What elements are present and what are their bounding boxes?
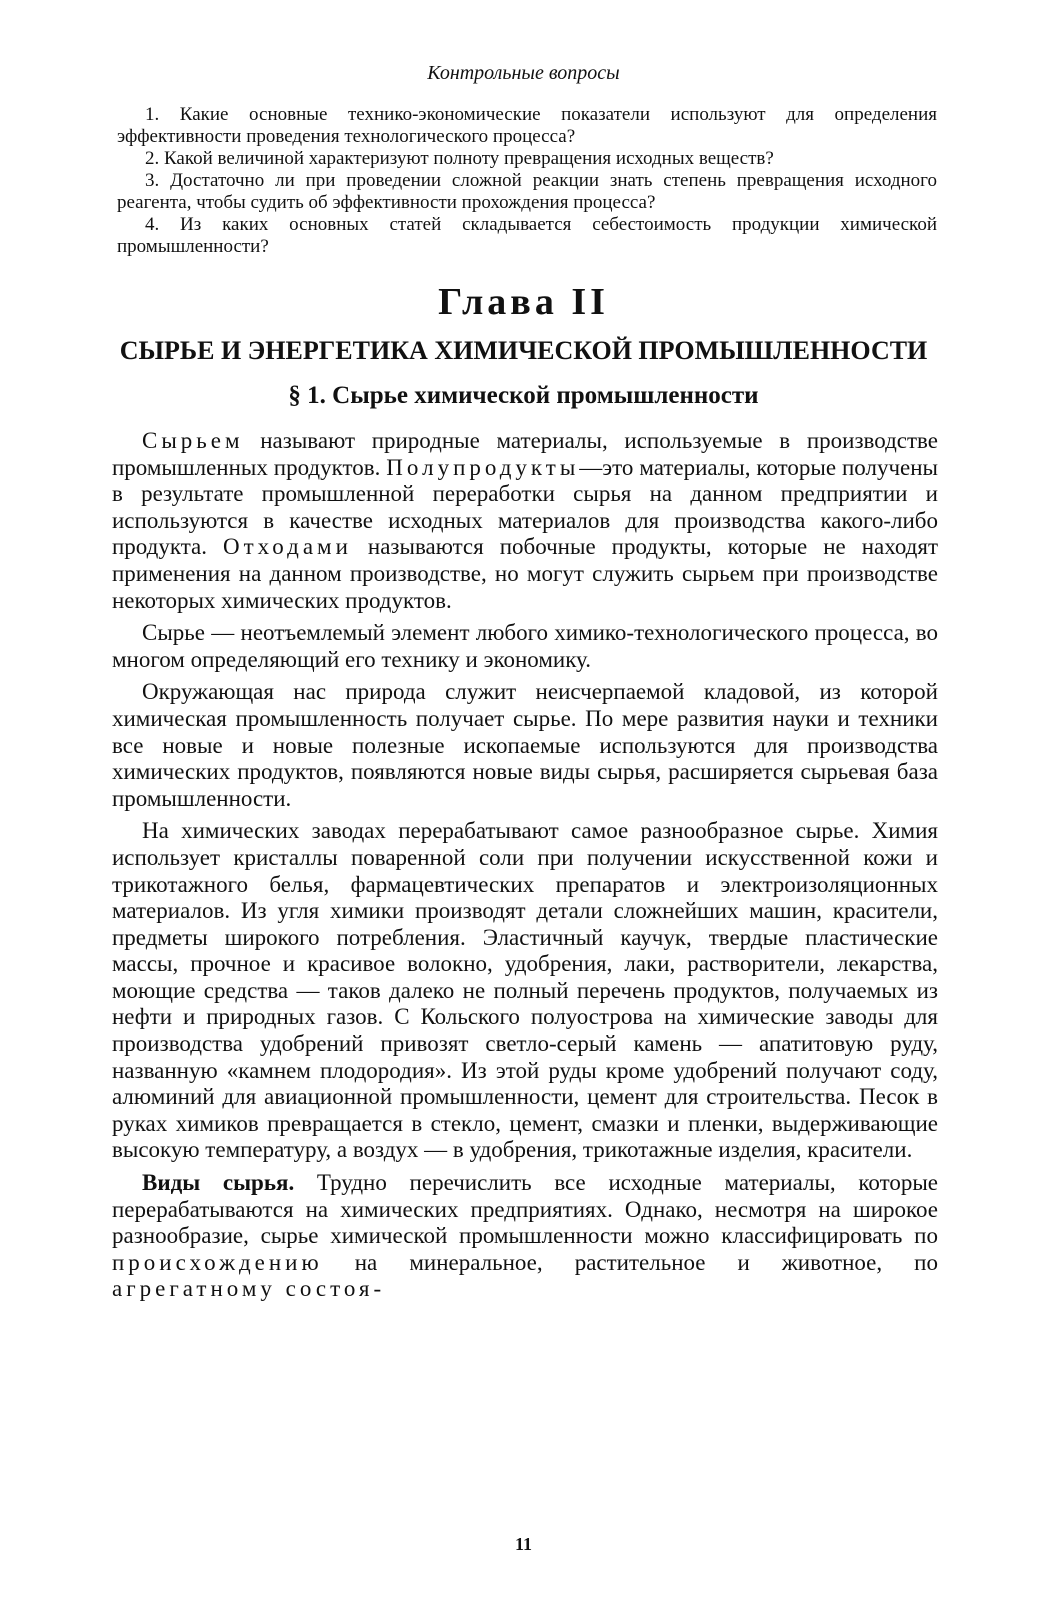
paragraph-3: Окружающая нас природа служит неисчерпаемой кладовой, из которой химическая промышленность получает сырье. По мере развития науки и техники все новые и новые полезные ископаемые используются для производства химических продуктов, появляются новые виды сырья, расширяется сырьевая база промышленности. bbox=[112, 679, 938, 811]
term-raw-materials: Сырьем bbox=[142, 428, 244, 453]
question-item: 4. Из каких основных статей складывается себестоимость продукции химической промышленности? bbox=[117, 214, 937, 257]
paragraph-4: На химических заводах перерабатывают самое разнообразное сырье. Химия использует кристаллы поваренной соли при получении искусственной кожи и трикотажного белья, фармацевтических препаратов и электроизоляционных материалов. Из угля химики производят детали сложнейших машин, красители, предметы широкого потребления. Эластичный каучук, твердые пластические массы, прочное и красивое волокно, удобрения, лаки, растворители, лекарства, моющие средства — таков далеко не полный перечень продуктов, получаемых из нефти и природных газов. С Кольского полуострова на химические заводы для производства удобрений привозят светло-серый камень — апатитовую руду, названную «камнем плодородия». Из этой руды кроме удобрений получают соду, алюминий для авиационной промышленности, цемент для строительства. Песок в руках химиков превращается в стекло, цемент, смазки и пленки, выдерживающие высокую температуру, а воздух — в удобрения, трикотажные изделия, красители. bbox=[112, 818, 938, 1163]
paragraph-definitions bbox=[112, 428, 938, 614]
page-number: 11 bbox=[514, 1534, 532, 1554]
chapter-label: Глава II bbox=[438, 281, 609, 323]
body-text bbox=[112, 428, 938, 1309]
text-span: Трудно перечислить все исходные материалы, которые перерабатываются на химических предприятиях. Однако, несмотря на широкое разнообразие, сырье химической промышленности можно классифицировать по bbox=[112, 1170, 939, 1249]
term-aggregate-state: агрегатному состоя- bbox=[112, 1276, 386, 1302]
text-span: называют природные материалы, используемые в производстве промышленных продуктов. bbox=[112, 428, 938, 480]
text-span: —это материалы, которые получены в результате промышленной переработки сырья на данном предприятии и используются в качестве исходных материалов для производства какого-либо продукта. bbox=[112, 454, 938, 560]
chapter-title: СЫРЬЕ И ЭНЕРГЕТИКА ХИМИЧЕСКОЙ ПРОМЫШЛЕННОСТИ bbox=[119, 336, 928, 365]
questions-heading: Контрольные вопросы bbox=[427, 62, 620, 84]
question-item: 2. Какой величиной характеризуют полноту превращения исходных веществ? bbox=[145, 148, 774, 169]
term-intermediates: Полупродукты bbox=[386, 454, 580, 480]
term-waste: Отходами bbox=[223, 534, 352, 560]
paragraph-types bbox=[112, 1170, 938, 1303]
question-item: 3. Достаточно ли при проведении сложной реакции знать степень превращения исходного реагента, чтобы судить об эффективности прохождения процесса? bbox=[117, 170, 937, 213]
text-span: называются побочные продукты, которые не находят применения на данном производстве, но могут служить сырьем при производстве некоторых химических продуктов. bbox=[112, 534, 938, 613]
paragraph-2: Сырье — неотъемлемый элемент любого химико-технологического процесса, во многом определяющий его технику и экономику. bbox=[112, 620, 938, 672]
section-title: § 1. Сырье химической промышленности bbox=[288, 382, 759, 409]
question-item: 1. Какие основные технико-экономические показатели используют для определения эффективности проведения технологического процесса? bbox=[117, 104, 937, 147]
paragraph-lead: Виды сырья. bbox=[142, 1170, 295, 1196]
text-span: на минеральное, растительное и животное, по bbox=[322, 1249, 938, 1275]
questions-list bbox=[117, 104, 937, 258]
term-origin: происхождению bbox=[112, 1249, 323, 1275]
